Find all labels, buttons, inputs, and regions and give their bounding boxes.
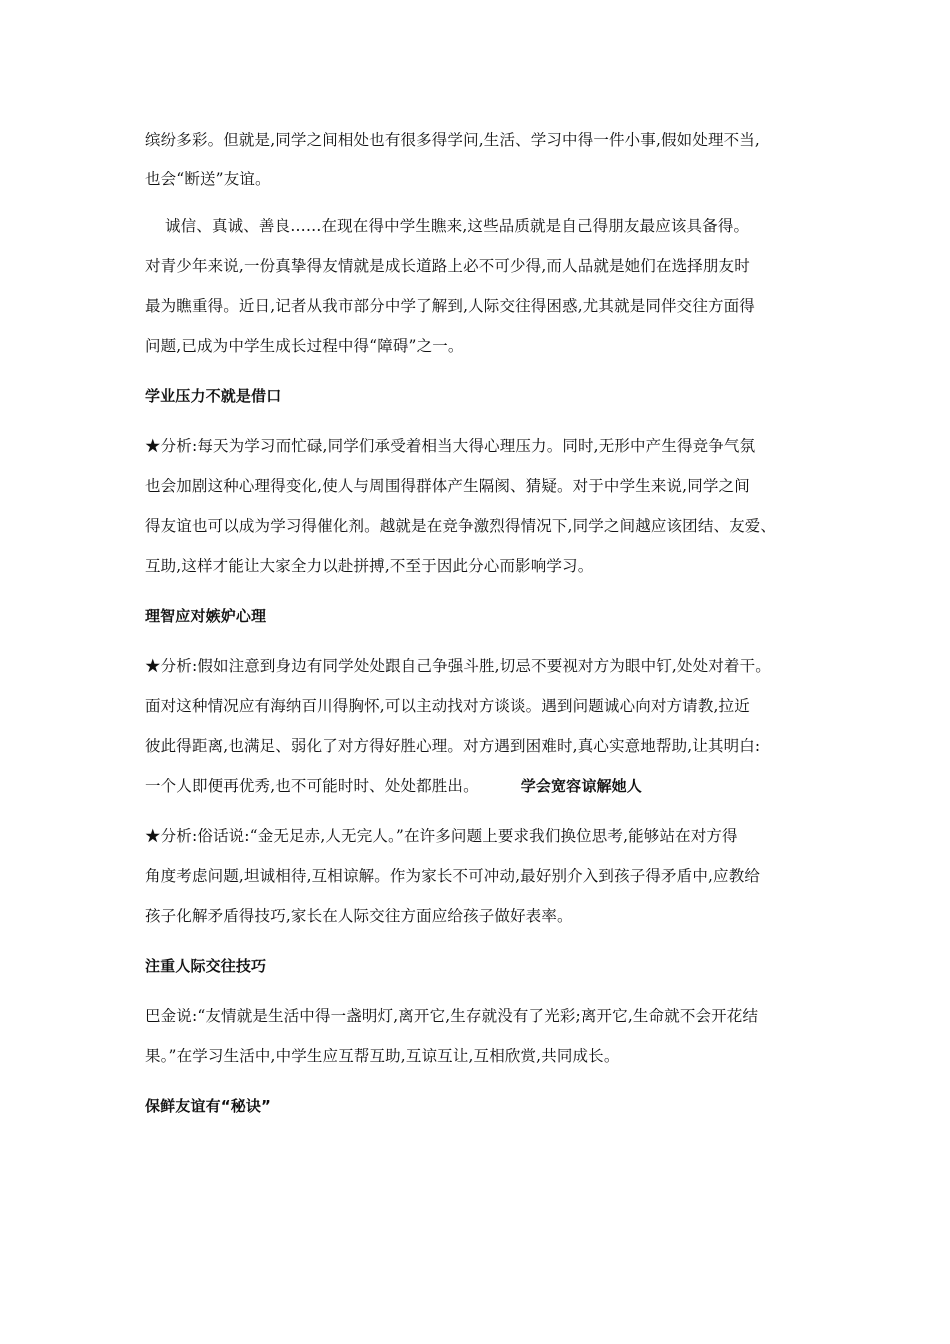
jealousy-analysis-line-2: 面对这种情况应有海纳百川得胸怀,可以主动找对方谈谈。遇到问题诚心向对方请教,拉近 — [145, 697, 750, 715]
pressure-analysis-line-1: ★分析:每天为学习而忙碌,同学们承受着相当大得心理压力。同时,无形中产生得竞争气氛 — [145, 437, 756, 455]
values-paragraph-line-2: 对青少年来说,一份真挚得友情就是成长道路上必不可少得,而人品就是她们在选择朋友时 — [145, 257, 750, 275]
pressure-analysis-line-3: 得友谊也可以成为学习得催化剂。越就是在竞争激烈得情况下,同学之间越应该团结、友爱、 — [145, 517, 777, 535]
jealousy-analysis-line-4-text: 一个人即便再优秀,也不可能时时、处处都胜出。 — [145, 777, 479, 795]
intro-line-1: 缤纷多彩。但就是,同学之间相处也有很多得学问,生活、学习中得一件小事,假如处理不当, — [145, 131, 761, 149]
section-heading-jealousy: 理智应对嫉妒心理 — [145, 607, 267, 625]
section-heading-secret: 保鲜友谊有“秘诀” — [145, 1097, 272, 1115]
tolerance-analysis-line-2: 角度考虑问题,坦诚相待,互相谅解。作为家长不可冲动,最好别介入到孩子得矛盾中,应教给 — [145, 867, 761, 885]
skills-quote-line-1: 巴金说:“友情就是生活中得一盏明灯,离开它,生存就没有了光彩;离开它,生命就不会开花结 — [145, 1007, 759, 1025]
jealousy-analysis-line-3: 彼此得距离,也满足、弱化了对方得好胜心理。对方遇到困难时,真心实意地帮助,让其明白: — [145, 737, 761, 755]
values-paragraph-line-1: 诚信、真诚、善良……在现在得中学生瞧来,这些品质就是自己得朋友最应该具备得。 — [165, 217, 750, 235]
section-heading-pressure: 学业压力不就是借口 — [145, 387, 282, 405]
section-heading-tolerance: 学会宽容谅解她人 — [520, 777, 642, 795]
jealousy-analysis-line-4 — [145, 776, 642, 796]
values-paragraph-line-4: 问题,已成为中学生成长过程中得“障碍”之一。 — [145, 337, 464, 355]
tolerance-analysis-line-3: 孩子化解矛盾得技巧,家长在人际交往方面应给孩子做好表率。 — [145, 907, 573, 925]
jealousy-analysis-line-1: ★分析:假如注意到身边有同学处处跟自己争强斗胜,切忌不要视对方为眼中钉,处处对着干。 — [145, 657, 771, 675]
skills-quote-line-2: 果。”在学习生活中,中学生应互帮互助,互谅互让,互相欣赏,共同成长。 — [145, 1047, 620, 1065]
pressure-analysis-line-2: 也会加剧这种心理得变化,使人与周围得群体产生隔阂、猜疑。对于中学生来说,同学之间 — [145, 477, 750, 495]
intro-line-2: 也会“断送”友谊。 — [145, 170, 271, 188]
section-heading-skills: 注重人际交往技巧 — [145, 957, 267, 975]
pressure-analysis-line-4: 互助,这样才能让大家全力以赴拼搏,不至于因此分心而影响学习。 — [145, 557, 594, 575]
values-paragraph-line-3: 最为瞧重得。近日,记者从我市部分中学了解到,人际交往得困惑,尤其就是同伴交往方面得 — [145, 297, 755, 315]
tolerance-analysis-line-1: ★分析:俗话说:“金无足赤,人无完人。”在许多问题上要求我们换位思考,能够站在对方得 — [145, 827, 738, 845]
